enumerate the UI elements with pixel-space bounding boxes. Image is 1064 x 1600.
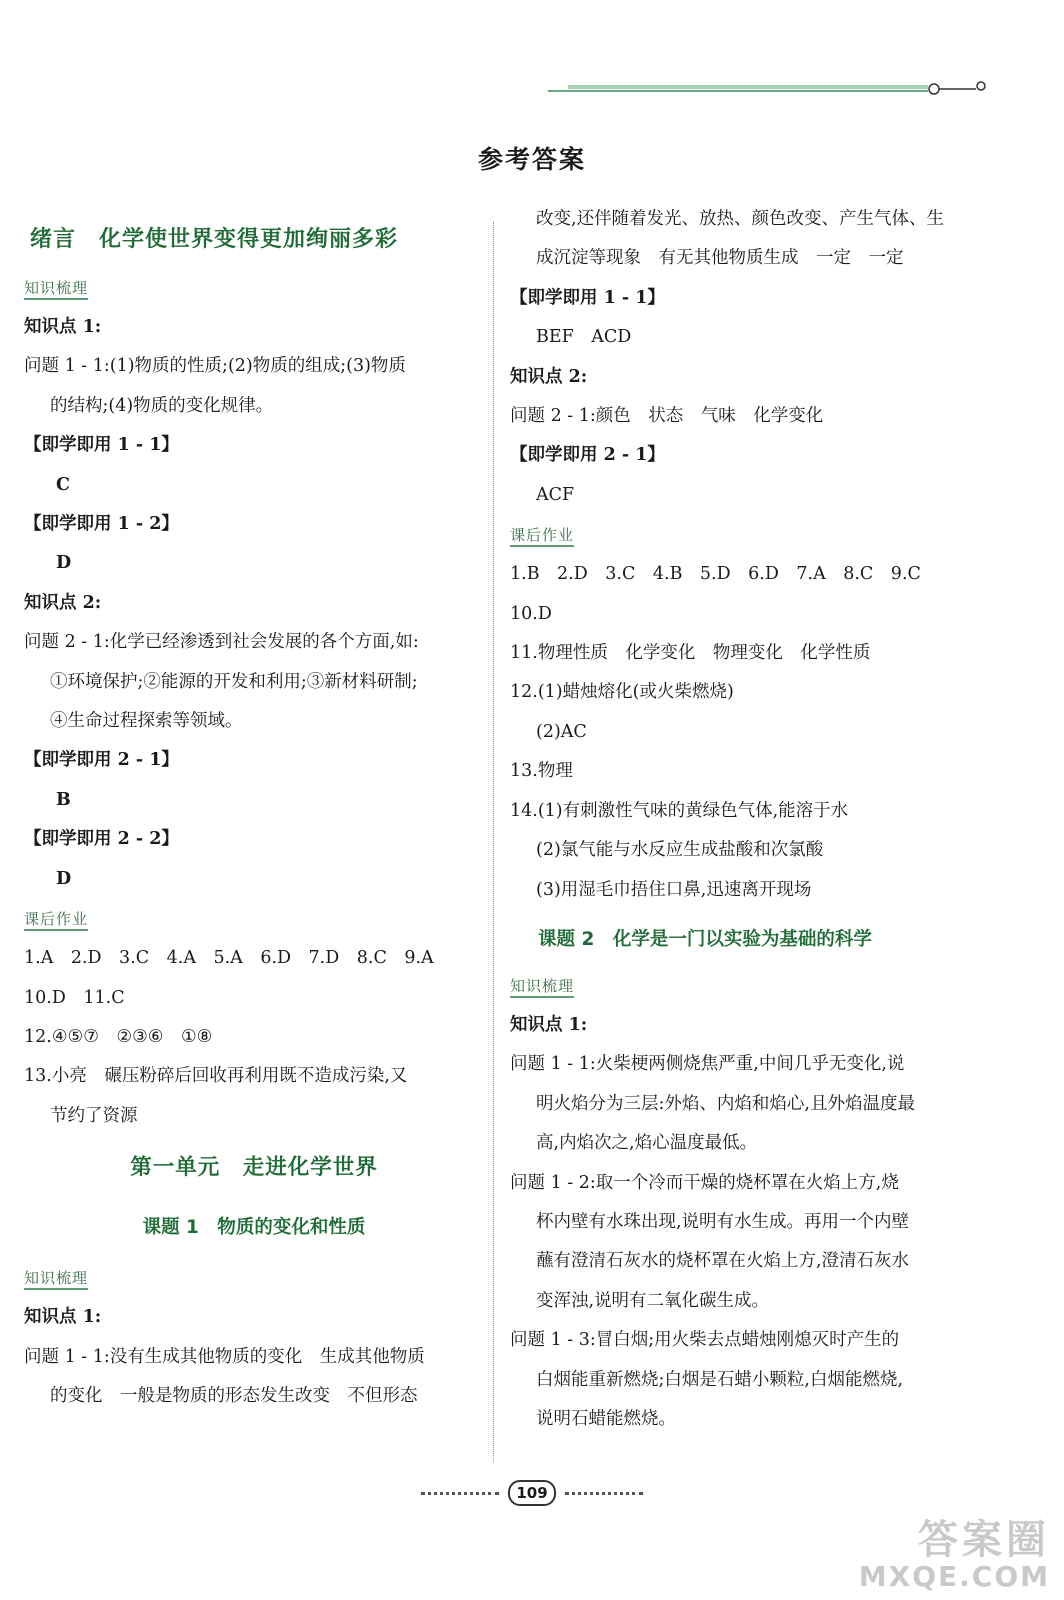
header-decoration-line bbox=[548, 78, 988, 100]
answer-line: 问题 1 - 1:没有生成其他物质的变化 生成其他物质 bbox=[24, 1346, 425, 1367]
answer-line: 问题 2 - 1:化学已经渗透到社会发展的各个方面,如: bbox=[24, 632, 419, 653]
page-title: 参考答案 bbox=[477, 145, 586, 174]
knowledge-point: 知识点 2: bbox=[24, 592, 102, 613]
answer-line: 问题 2 - 1:颜色 状态 气味 化学变化 bbox=[510, 406, 824, 427]
answer-line: 问题 1 - 1:(1)物质的性质;(2)物质的组成;(3)物质 bbox=[24, 356, 406, 377]
answer-line: ④生命过程探索等领域。 bbox=[50, 711, 243, 732]
homework-answers: 14.(1)有刺激性气味的黄绿色气体,能溶于水 bbox=[510, 800, 849, 821]
homework-answers: 12.(1)蜡烛熔化(或火柴燃烧) bbox=[510, 682, 734, 703]
homework-answers: 1.B 2.D 3.C 4.B 5.D 6.D 7.A 8.C 9.C bbox=[510, 564, 921, 585]
watermark bbox=[859, 1518, 1050, 1592]
homework-answers: 13.小亮 碾压粉碎后回收再利用既不造成污染,又 bbox=[24, 1066, 408, 1087]
practice-answer: ACF bbox=[536, 484, 575, 505]
answer-line: 变浑浊,说明有二氧化碳生成。 bbox=[536, 1290, 770, 1311]
knowledge-point: 知识点 2: bbox=[510, 366, 588, 387]
watermark-line-2: MXQE.COM bbox=[858, 1560, 1050, 1593]
section-tag-label: 课后作业 bbox=[24, 910, 88, 931]
practice-answer: BEF ACD bbox=[536, 327, 632, 348]
answer-line: ①环境保护;②能源的开发和利用;③新材料研制; bbox=[50, 671, 418, 692]
practice-answer: D bbox=[56, 553, 72, 574]
section-tag bbox=[510, 515, 990, 555]
section-tag-label: 知识梳理 bbox=[510, 977, 574, 998]
knowledge-point: 知识点 1: bbox=[24, 1307, 102, 1328]
section-tag bbox=[510, 966, 990, 1006]
practice-label: 【即学即用 1 - 1】 bbox=[510, 287, 665, 308]
section-tag-label: 知识梳理 bbox=[24, 1269, 88, 1290]
practice-label: 【即学即用 2 - 1】 bbox=[24, 750, 179, 771]
footer-dots-left bbox=[421, 1492, 499, 1495]
homework-answers: 10.D 11.C bbox=[24, 987, 125, 1008]
answer-line: 说明石蜡能燃烧。 bbox=[536, 1408, 676, 1429]
section-tag bbox=[24, 268, 484, 308]
homework-answers: (3)用湿毛巾捂住口鼻,迅速离开现场 bbox=[536, 879, 812, 900]
practice-label: 【即学即用 2 - 1】 bbox=[510, 445, 665, 466]
answer-line: 成沉淀等现象 有无其他物质生成 一定 一定 bbox=[536, 248, 904, 269]
practice-label: 【即学即用 1 - 2】 bbox=[24, 514, 179, 535]
section-tag-label: 课后作业 bbox=[510, 526, 574, 547]
homework-answers: 13.物理 bbox=[510, 761, 573, 782]
answer-line: 高,内焰次之,焰心温度最低。 bbox=[536, 1133, 758, 1154]
practice-answer: B bbox=[56, 789, 71, 810]
left-column bbox=[24, 200, 484, 1416]
practice-label: 【即学即用 1 - 1】 bbox=[24, 435, 179, 456]
homework-answers: 10.D bbox=[510, 603, 552, 624]
homework-answers: 节约了资源 bbox=[50, 1105, 138, 1126]
answer-line: 蘸有澄清石灰水的烧杯罩在火焰上方,澄清石灰水 bbox=[536, 1251, 910, 1272]
column-divider bbox=[493, 222, 494, 1462]
section-tag-label: 知识梳理 bbox=[24, 279, 88, 300]
practice-answer: D bbox=[56, 868, 72, 889]
page-number: 109 bbox=[508, 1480, 555, 1506]
intro-heading: 绪言 化学使世界变得更加绚丽多彩 bbox=[30, 227, 399, 252]
unit-heading: 第一单元 走进化学世界 bbox=[130, 1155, 378, 1181]
section-tag bbox=[24, 1258, 484, 1298]
right-column bbox=[510, 200, 990, 1439]
homework-answers: 11.物理性质 化学变化 物理变化 化学性质 bbox=[510, 643, 871, 664]
answer-line: 问题 1 - 3:冒白烟;用火柴去点蜡烛刚熄灭时产生的 bbox=[510, 1330, 900, 1351]
answer-line: 的变化 一般是物质的形态发生改变 不但形态 bbox=[50, 1385, 418, 1406]
homework-answers: (2)AC bbox=[536, 721, 587, 742]
section-tag bbox=[24, 899, 484, 939]
watermark-line-1: 答案圈 bbox=[918, 1517, 1050, 1563]
answer-line: 白烟能重新燃烧;白烟是石蜡小颗粒,白烟能燃烧, bbox=[536, 1369, 904, 1390]
lesson-heading: 课题 1 物质的变化和性质 bbox=[142, 1217, 366, 1239]
practice-answer: C bbox=[56, 474, 70, 495]
answer-line: 明火焰分为三层:外焰、内焰和焰心,且外焰温度最 bbox=[536, 1093, 915, 1114]
practice-label: 【即学即用 2 - 2】 bbox=[24, 829, 179, 850]
footer-dots-right bbox=[565, 1492, 643, 1495]
knowledge-point: 知识点 1: bbox=[24, 317, 102, 337]
answer-line: 改变,还伴随着发光、放热、颜色改变、产生气体、生 bbox=[536, 209, 945, 229]
answer-line: 问题 1 - 1:火柴梗两侧烧焦严重,中间几乎无变化,说 bbox=[510, 1054, 905, 1075]
answer-line: 问题 1 - 2:取一个冷而干燥的烧杯罩在火焰上方,烧 bbox=[510, 1172, 899, 1193]
answer-line: 的结构;(4)物质的变化规律。 bbox=[50, 395, 274, 416]
page-footer bbox=[0, 1480, 1064, 1506]
knowledge-point: 知识点 1: bbox=[510, 1014, 588, 1035]
homework-answers: (2)氯气能与水反应生成盐酸和次氯酸 bbox=[536, 840, 824, 861]
homework-answers: 1.A 2.D 3.C 4.A 5.A 6.D 7.D 8.C 9.A bbox=[24, 948, 434, 969]
lesson-heading: 课题 2 化学是一门以实验为基础的科学 bbox=[538, 928, 872, 950]
answer-line: 杯内壁有水珠出现,说明有水生成。再用一个内壁 bbox=[536, 1211, 910, 1232]
homework-answers: 12.④⑤⑦ ②③⑥ ①⑧ bbox=[24, 1026, 213, 1047]
